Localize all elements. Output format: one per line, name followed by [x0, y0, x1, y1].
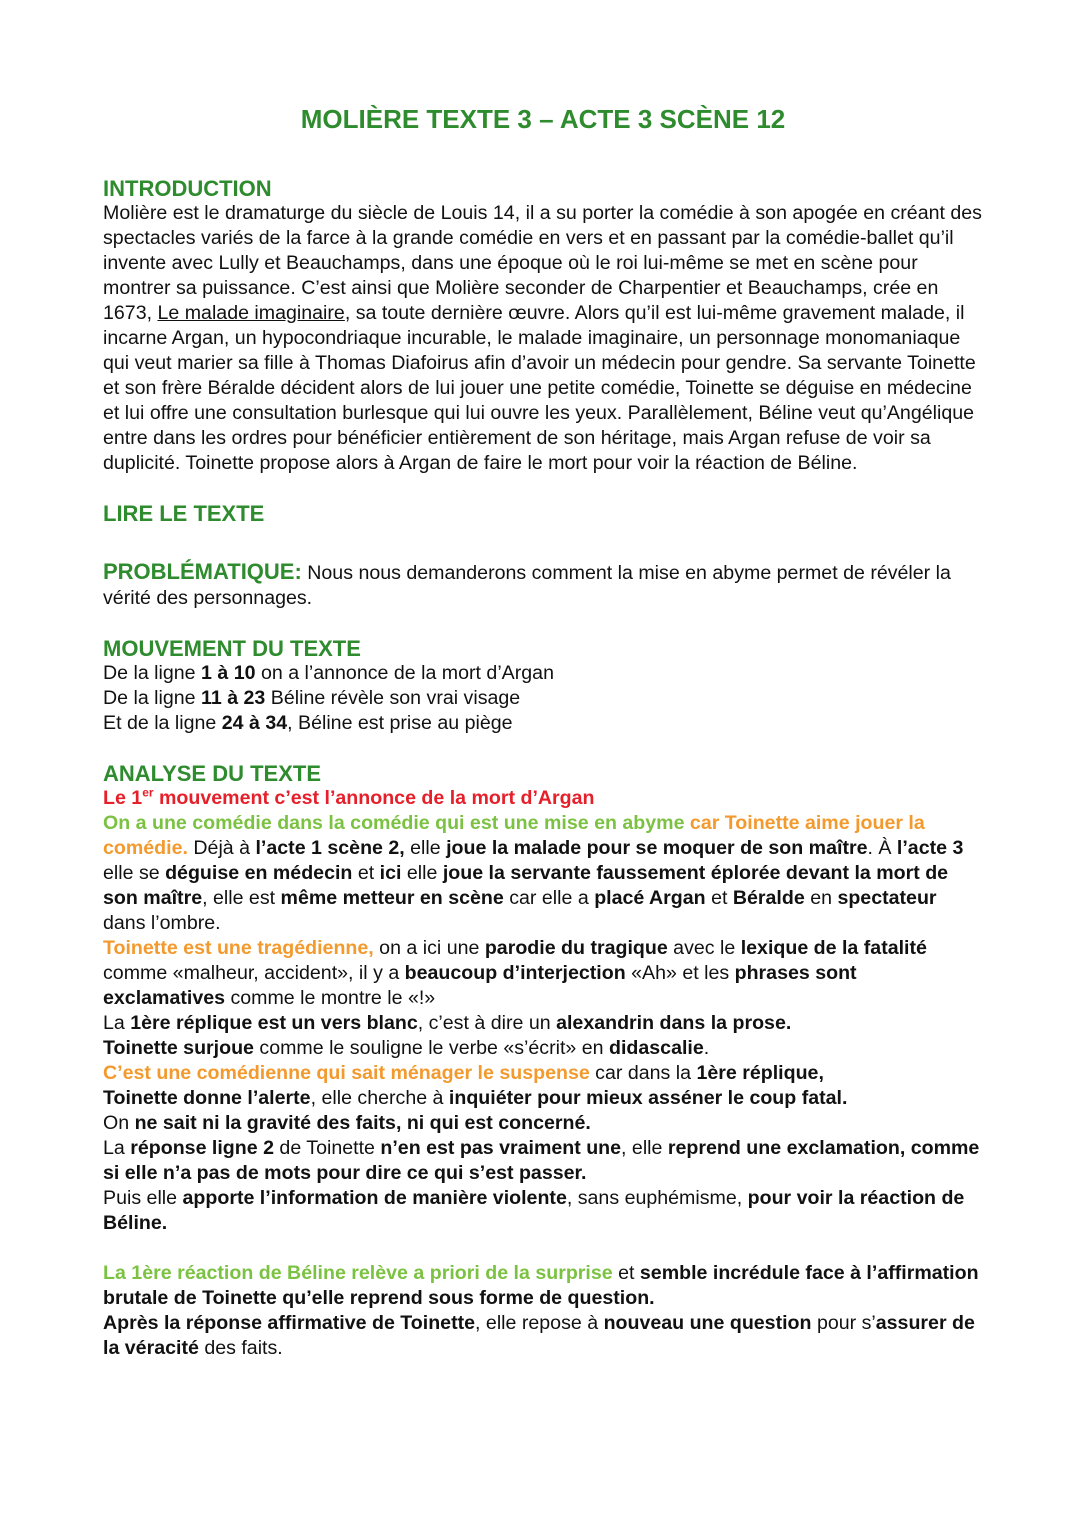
analysis-paragraph-10: Après la réponse affirmative de Toinette, elle repose à nouveau une question pour s’assurer de la véracité des faits.: [103, 1312, 975, 1359]
introduction-paragraph: [103, 201, 983, 476]
problematique-paragraph: [103, 559, 983, 611]
analysis-paragraph-6: On ne sait ni la gravité des faits, ni qui est concerné.: [103, 1112, 591, 1134]
mouvement-line-2: De la ligne 11 à 23 Béline révèle son vrai visage: [103, 687, 521, 709]
document-page: [103, 104, 983, 1361]
analysis-paragraph-1: On a une comédie dans la comédie qui est une mise en abyme car Toinette aime jouer la comédie. Déjà à l’acte 1 scène 2, elle joue la malade pour se moquer de son maître. À l’acte 3 elle se déguise en médecin et ici elle joue la servante faussement éplorée devant la mort de son maître, elle est même metteur en scène car elle a placé Argan et Béralde en spectateur dans l’ombre.: [103, 812, 964, 934]
page-title: MOLIÈRE TEXTE 3 – ACTE 3 SCÈNE 12: [300, 104, 786, 134]
analysis-paragraph-7: La réponse ligne 2 de Toinette n’en est pas vraiment une, elle reprend une exclamation, comme si elle n’a pas de mots pour dire ce qui s’est passer.: [103, 1137, 980, 1184]
analysis-paragraph-4: Toinette surjoue comme le souligne le verbe «s’écrit» en didascalie.: [103, 1037, 710, 1059]
analysis-paragraph-2: Toinette est une tragédienne, on a ici une parodie du tragique avec le lexique de la fatalité comme «malheur, accident», il y a beaucoup d’interjection «Ah» et les phrases sont exclamatives comme le montre le «!»: [103, 937, 927, 1009]
work-title: Le malade imaginaire: [157, 302, 345, 324]
analysis-paragraph-8: Puis elle apporte l’information de manière violente, sans euphémisme, pour voir la réaction de Béline.: [103, 1187, 965, 1234]
analyse-heading: ANALYSE DU TEXTE: [103, 761, 322, 786]
problematique-heading: PROBLÉMATIQUE:: [103, 559, 302, 584]
mouvement-line-1: De la ligne 1 à 10 on a l’annonce de la mort d’Argan: [103, 662, 554, 684]
introduction-heading: INTRODUCTION: [103, 176, 272, 201]
problematique-text: Nous nous demanderons comment la mise en abyme permet de révéler la vérité des personnages.: [103, 562, 951, 609]
intro-text-2: , sa toute dernière œuvre. Alors qu’il est lui-même gravement malade, il incarne Argan, un hypocondriaque incurable, le malade imaginaire, un personnage monomaniaque qui veut marier sa fille à Thomas Diafoirus afin d’avoir un médecin pour gendre. Sa servante Toinette et son frère Béralde décident alors de lui jouer une petite comédie, Toinette se déguise en médecine et lui offre une consultation burlesque qui lui ouvre les yeux. Parallèlement, Béline veut qu’Angélique entre dans les ordres pour bénéficier entièrement de son héritage, mais Argan refuse de voir sa duplicité. Toinette propose alors à Argan de faire le mort pour voir la réaction de Béline.: [103, 302, 976, 474]
mouvement-1-heading: Le 1er mouvement c’est l’annonce de la mort d’Argan: [103, 785, 595, 809]
mouvement-heading: MOUVEMENT DU TEXTE: [103, 636, 361, 661]
analysis-paragraph-9: La 1ère réaction de Béline relève a priori de la surprise et semble incrédule face à l’affirmation brutale de Toinette qu’elle reprend sous forme de question.: [103, 1262, 979, 1309]
intro-text-1: Molière est le dramaturge du siècle de Louis 14, il a su porter la comédie à son apogée en créant des spectacles variés de la farce à la grande comédie en vers et en passant par la comédie-ballet qu’il invente avec Lully et Beauchamps, dans une époque où le roi lui-même se met en scène pour montrer sa puissance. C’est ainsi que Molière seconder de Charpentier et Beauchamps, crée en 1673,: [103, 202, 982, 324]
lire-heading: LIRE LE TEXTE: [103, 501, 265, 526]
analysis-paragraph-3: La 1ère réplique est un vers blanc, c’est à dire un alexandrin dans la prose.: [103, 1012, 792, 1034]
analysis-paragraph-5: C’est une comédienne qui sait ménager le suspense car dans la 1ère réplique, Toinette donne l’alerte, elle cherche à inquiéter pour mieux asséner le coup fatal.: [103, 1062, 848, 1109]
mouvement-line-3: Et de la ligne 24 à 34, Béline est prise au piège: [103, 712, 513, 734]
